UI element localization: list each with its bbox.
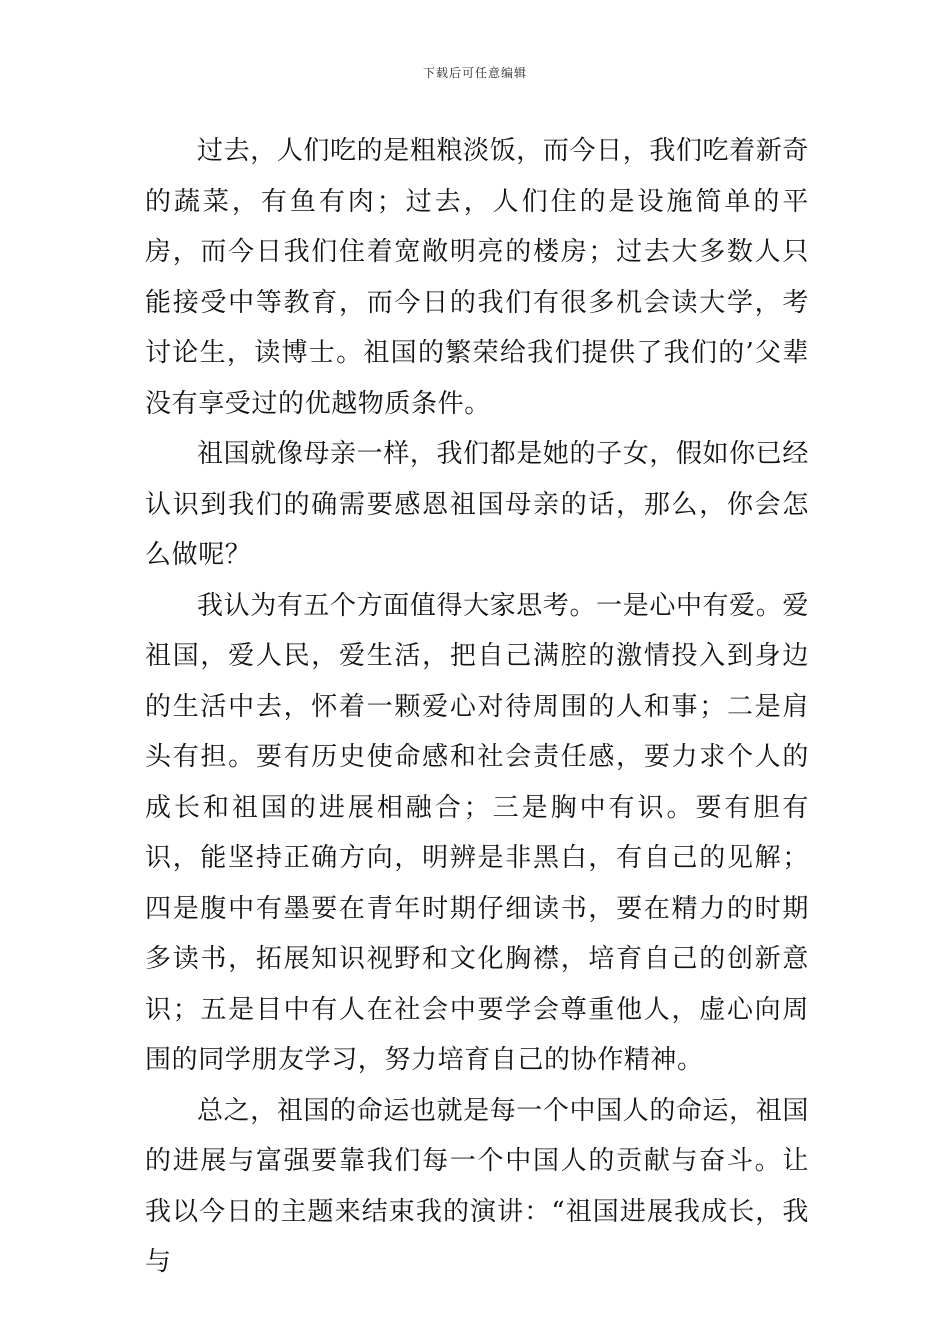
paragraph-1: 过去，人们吃的是粗粮淡饭，而今日，我们吃着新奇的蔬菜，有鱼有肉；过去，人们住的是设施简单的平房，而今日我们住着宽敞明亮的楼房；过去大多数人只能接受中等教育，而今日的我们有很多机会读大学，考讨论生，读博士。祖国的繁荣给我们提供了我们的’父辈没有享受过的优越物质条件。	[145, 136, 809, 419]
paragraph-3: 我认为有五个方面值得大家思考。一是心中有爱。爱祖国，爱人民，爱生活，把自己满腔的激情投入到身边的生活中去，怀着一颗爱心对待周围的人和事；二是肩头有担。要有历史使命感和社会责任感，要力求个人的成长和祖国的进展相融合；三是胸中有识。要有胆有识，能坚持正确方向，明辨是非黑白，有自己的见解；四是腹中有墨要在青年时期仔细读书，要在精力的时期多读书，拓展知识视野和文化胸襟，培育自己的创新意识；五是目中有人在社会中要学会尊重他人，虚心向周围的同学朋友学习，努力培育自己的协作精神。	[145, 590, 809, 1075]
page-header-note: 下载后可任意编辑	[422, 66, 527, 80]
document-body	[145, 126, 809, 1288]
paragraph-2: 祖国就像母亲一样，我们都是她的子女，假如你已经认识到我们的确需要感恩祖国母亲的话，那么，你会怎么做呢？	[145, 439, 809, 570]
paragraph-4: 总之，祖国的命运也就是每一个中国人的命运，祖国的进展与富强要靠我们每一个中国人的贡献与奋斗。让我以今日的主题来结束我的演讲：“祖国进展我成长，我与	[145, 1095, 809, 1277]
